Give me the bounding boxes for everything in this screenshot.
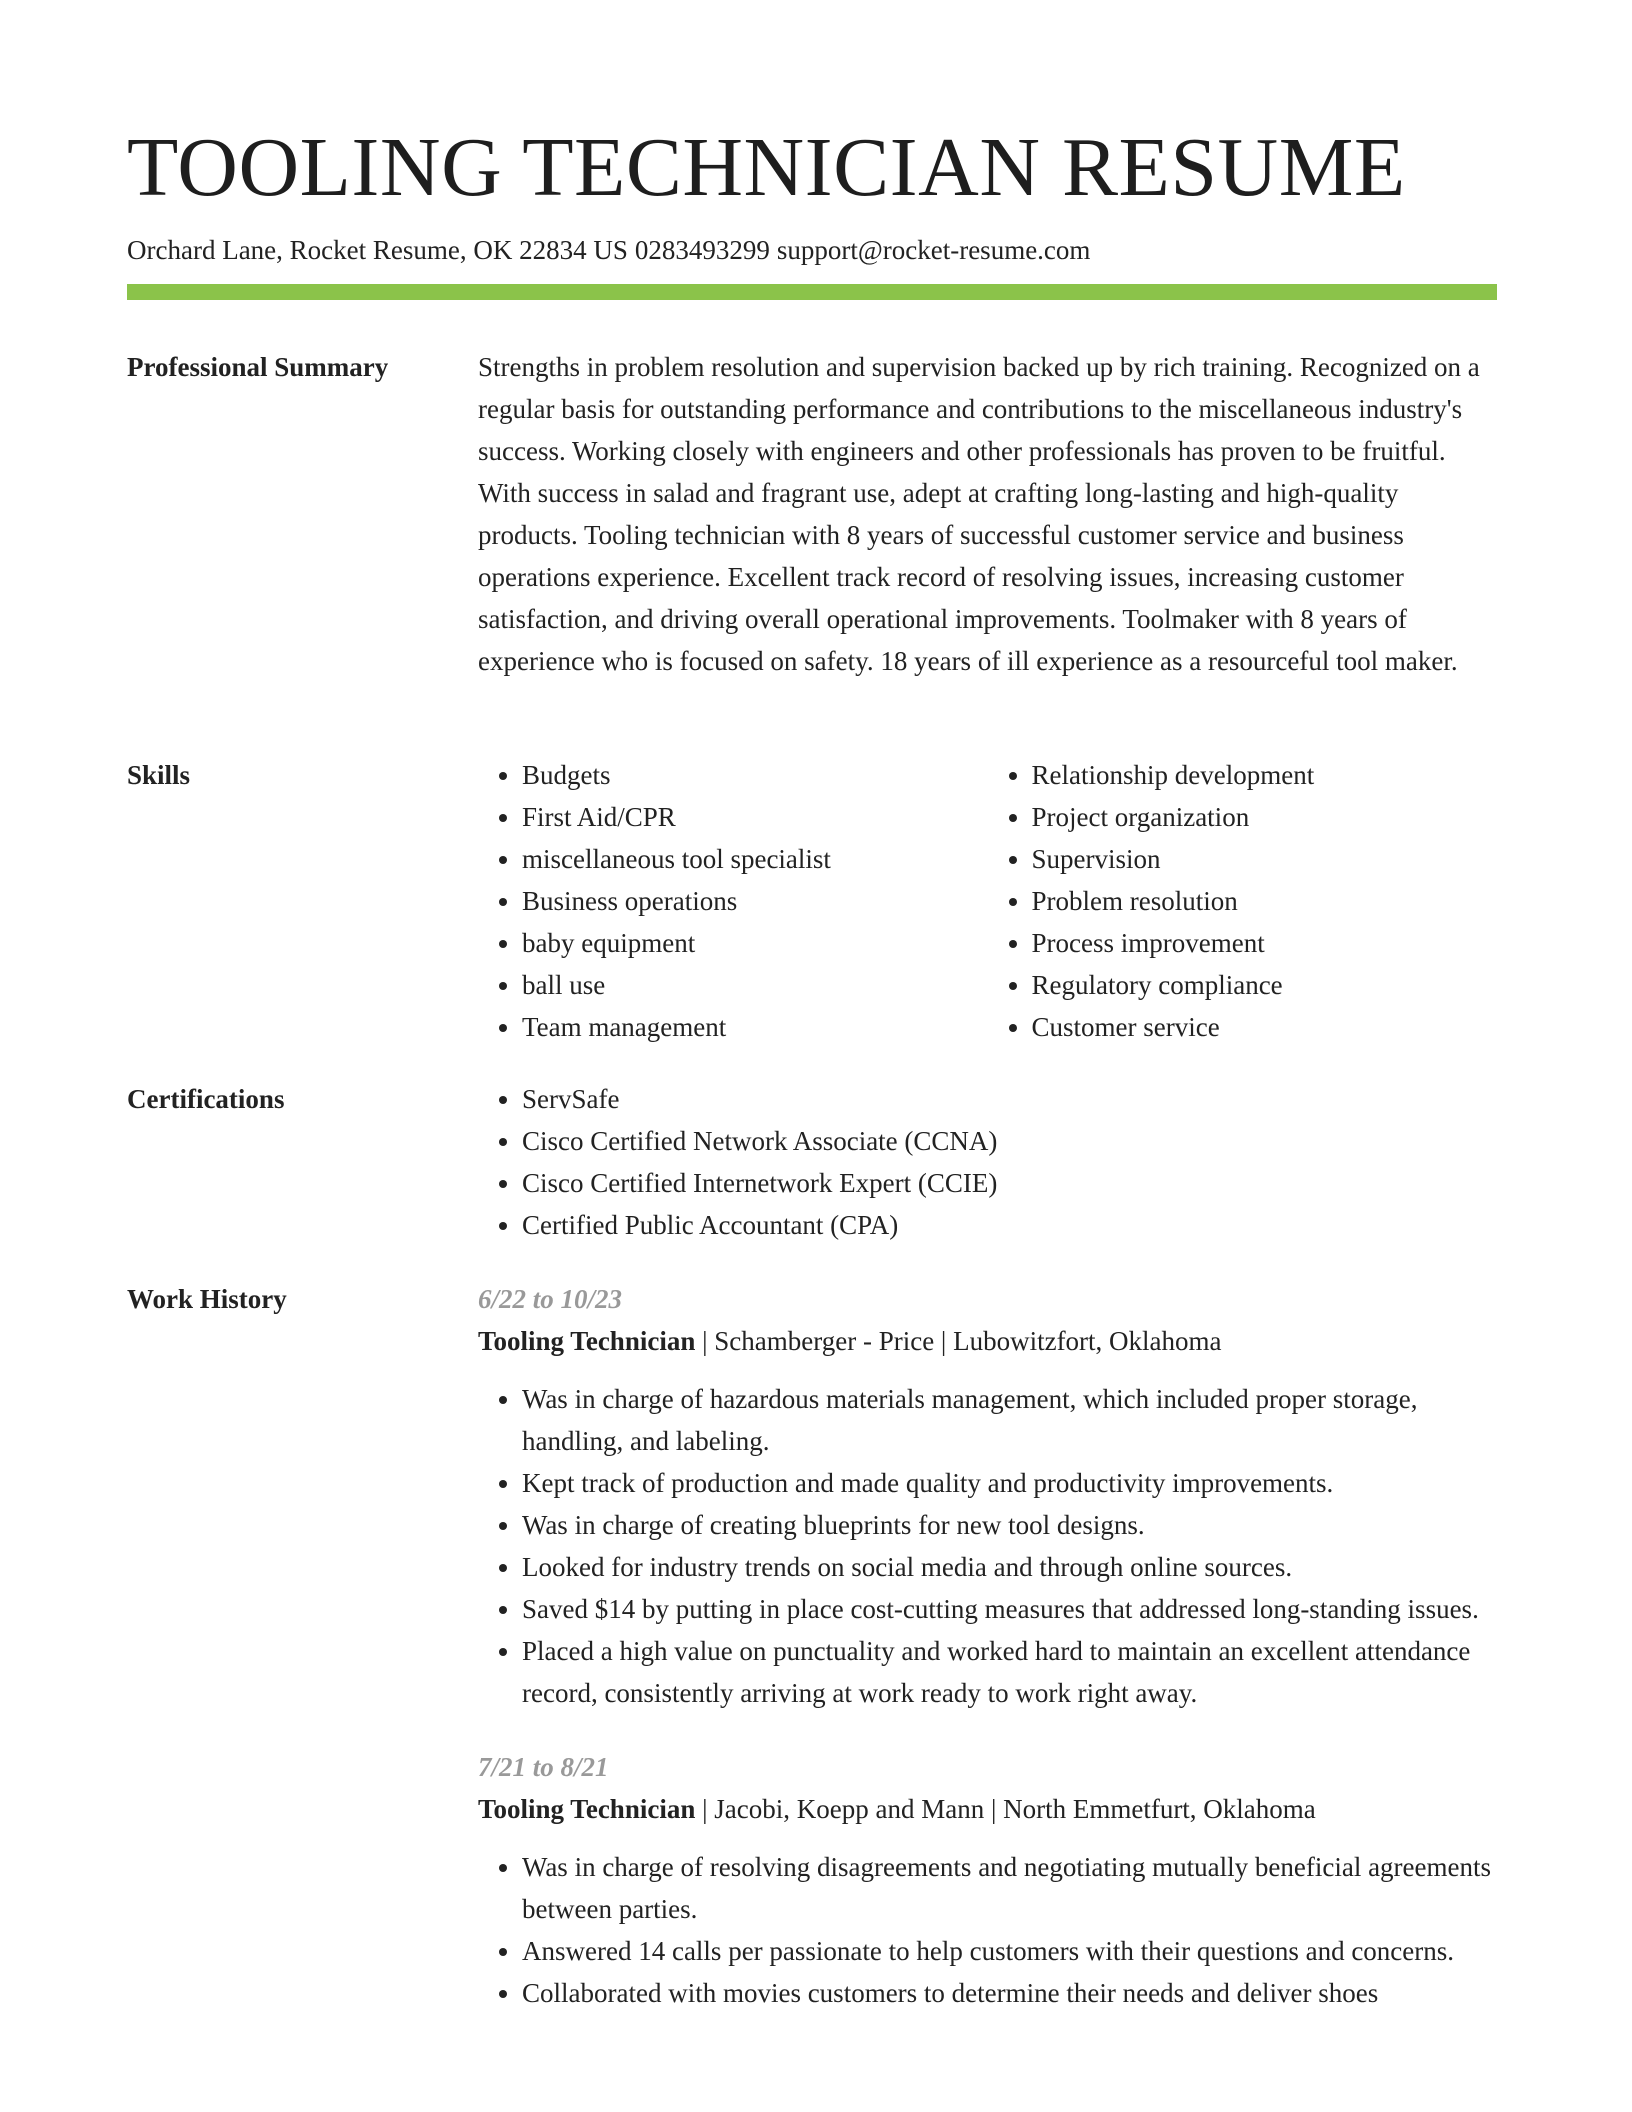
work-history-content — [478, 1278, 1497, 2014]
job-entry — [478, 1746, 1497, 2014]
skill-item: • Supervision — [1032, 838, 1498, 880]
skills-list-right — [988, 754, 1498, 1048]
job-bullet: • Was in charge of hazardous materials management, which included proper storage, handling, and labeling. — [522, 1378, 1497, 1462]
job-title: Tooling Technician — [478, 1326, 696, 1356]
contact-address: Orchard Lane, Rocket Resume, OK 22834 US — [127, 235, 628, 265]
certifications-label: Certifications — [127, 1084, 285, 1114]
skill-item: • ball use — [522, 964, 988, 1006]
skill-item: • Process improvement — [1032, 922, 1498, 964]
contact-email: support@rocket-resume.com — [776, 235, 1091, 265]
job-title: Tooling Technician — [478, 1794, 696, 1824]
summary-label: Professional Summary — [127, 352, 389, 382]
work-history-label: Work History — [127, 1284, 287, 1314]
job-bullet: • Was in charge of creating blueprints for new tool designs. — [522, 1504, 1497, 1546]
skill-item: • Regulatory compliance — [1032, 964, 1498, 1006]
certifications-content — [478, 1078, 1497, 1246]
contact-phone: 0283493299 — [634, 235, 770, 265]
summary-content — [478, 346, 1497, 682]
job-bullet: • Answered 14 calls per passionate to help customers with their questions and concerns. — [522, 1930, 1497, 1972]
certification-item: • Certified Public Accountant (CPA) — [522, 1204, 1497, 1246]
skill-item: • Problem resolution — [1032, 880, 1498, 922]
job-heading — [478, 1320, 1497, 1362]
skills-list-left — [478, 754, 988, 1048]
job-bullets — [478, 1846, 1497, 2014]
skills-content — [478, 754, 1497, 1048]
certification-item: • ServSafe — [522, 1078, 1497, 1120]
job-details: | Schamberger - Price | Lubowitzfort, Oklahoma — [695, 1326, 1222, 1356]
resume-title: TOOLING TECHNICIAN RESUME — [127, 121, 1406, 214]
certification-item: • Cisco Certified Internetwork Expert (CCIE) — [522, 1162, 1497, 1204]
job-dates: 7/21 to 8/21 — [478, 1752, 609, 1782]
skills-label: Skills — [127, 760, 191, 790]
certification-item: • Cisco Certified Network Associate (CCNA) — [522, 1120, 1497, 1162]
skill-item: • baby equipment — [522, 922, 988, 964]
job-heading — [478, 1788, 1497, 1830]
skill-item: • Team management — [522, 1006, 988, 1048]
job-bullet: • Looked for industry trends on social media and through online sources. — [522, 1546, 1497, 1588]
job-bullet: • Collaborated with movies customers to determine their needs and deliver shoes — [522, 1972, 1497, 2014]
skill-item: • Customer service — [1032, 1006, 1498, 1048]
skill-item: • Project organization — [1032, 796, 1498, 838]
contact-line — [127, 232, 1090, 268]
certifications-list — [478, 1078, 1497, 1246]
job-bullet: • Kept track of production and made quality and productivity improvements. — [522, 1462, 1497, 1504]
skill-item: • Budgets — [522, 754, 988, 796]
job-details: | Jacobi, Koepp and Mann | North Emmetfurt, Oklahoma — [695, 1794, 1316, 1824]
skill-item: • Business operations — [522, 880, 988, 922]
skill-item: • First Aid/CPR — [522, 796, 988, 838]
job-bullet: • Was in charge of resolving disagreements and negotiating mutually beneficial agreements between parties. — [522, 1846, 1497, 1930]
skill-item: • Relationship development — [1032, 754, 1498, 796]
header-divider — [127, 284, 1497, 300]
job-bullet: • Saved $14 by putting in place cost-cutting measures that addressed long-standing issues. — [522, 1588, 1497, 1630]
skill-item: • miscellaneous tool specialist — [522, 838, 988, 880]
job-dates: 6/22 to 10/23 — [478, 1284, 623, 1314]
job-bullets — [478, 1378, 1497, 1714]
job-entry — [478, 1278, 1497, 1714]
summary-text: Strengths in problem resolution and supervision backed up by rich training. Recognized on a regular basis for outstanding performance and contributions to the miscellaneous industry's success. Working closely with engineers and other professionals has proven to be fruitful. With success in salad and fragrant use, adept at crafting long-lasting and high-quality products. Tooling technician with 8 years of successful customer service and business operations experience. Excellent track record of resolving issues, increasing customer satisfaction, and driving overall operational improvements. Toolmaker with 8 years of experience who is focused on safety. 18 years of ill experience as a resourceful tool maker. — [478, 352, 1480, 676]
job-bullet: • Placed a high value on punctuality and worked hard to maintain an excellent attendance record, consistently arriving at work ready to work right away. — [522, 1630, 1497, 1714]
